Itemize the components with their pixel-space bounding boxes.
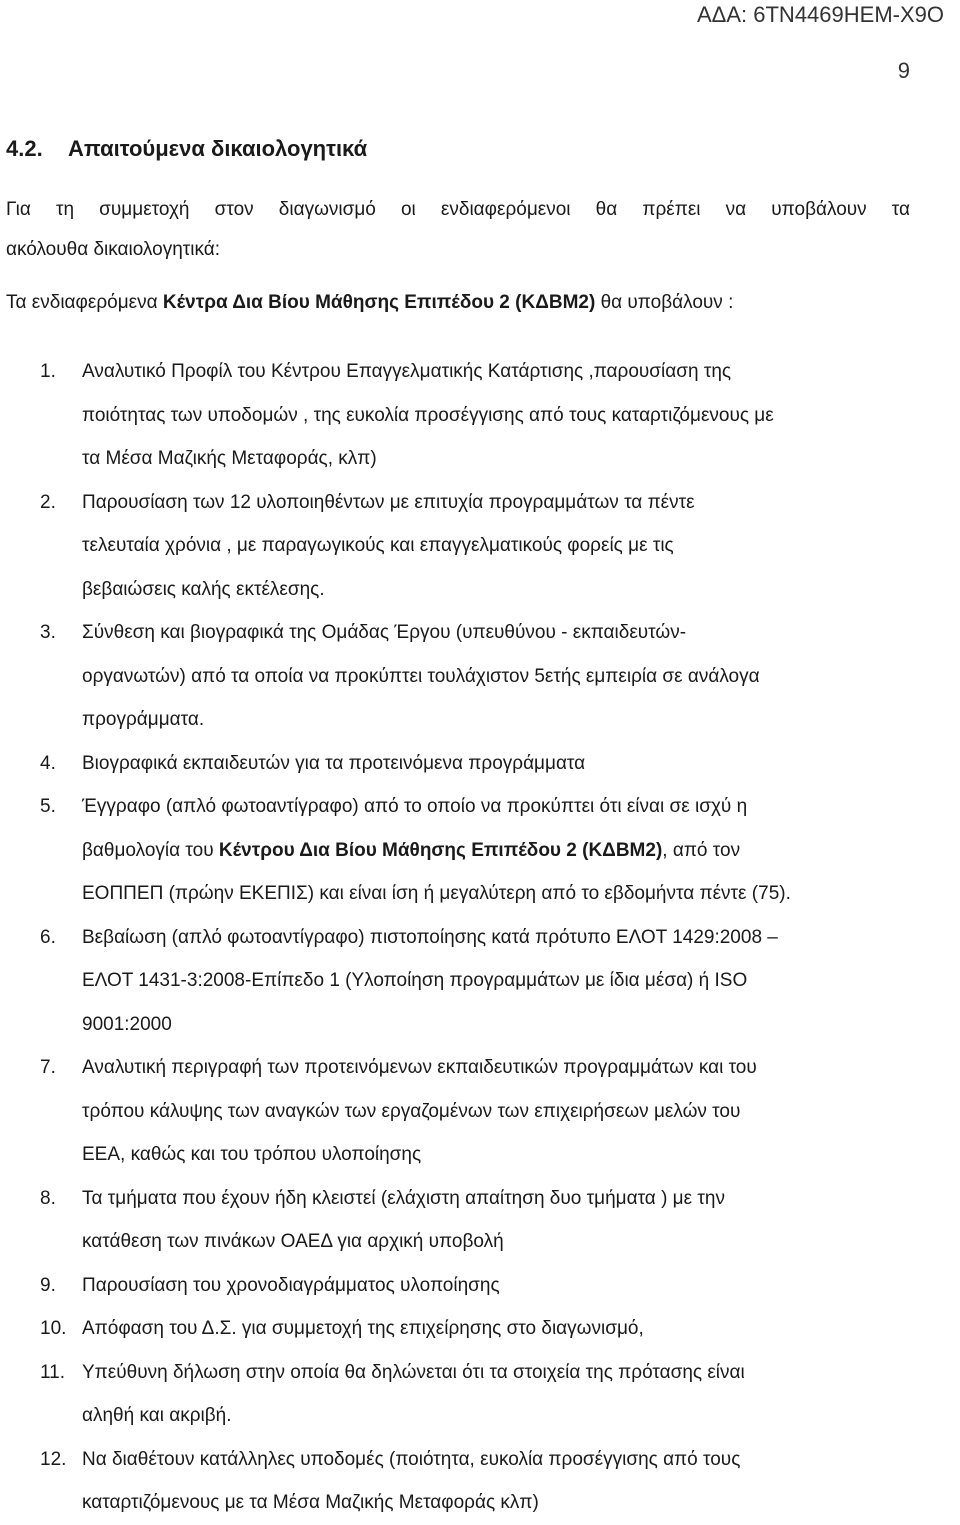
list-item [0, 742, 960, 786]
item-text [82, 1351, 912, 1438]
item-line: Βεβαίωση (απλό φωτοαντίγραφο) πιστοποίησης κατά πρότυπο ΕΛΟΤ 1429:2008 – [82, 926, 778, 948]
item-line: τα Μέσα Μαζικής Μεταφοράς, κλπ) [82, 448, 377, 469]
list-item [0, 1351, 960, 1438]
item-line: Έγγραφο (απλό φωτοαντίγραφο) από το οποίο να προκύπτει ότι είναι σε ισχύ η [82, 796, 748, 817]
item-number: 5. [40, 796, 56, 817]
intro-line-2: ακόλουθα δικαιολογητικά: [6, 239, 221, 260]
item-number: 6. [40, 926, 56, 948]
item-text [82, 481, 912, 612]
list-item [0, 1264, 960, 1308]
item-text [82, 1046, 912, 1177]
item-line-prefix: βαθμολογία του [82, 839, 219, 861]
list-item [0, 481, 960, 612]
centers-suffix: θα υποβάλουν : [595, 292, 734, 313]
item-line: Αναλυτική περιγραφή των προτεινόμενων εκπαιδευτικών προγραμμάτων και του [82, 1057, 757, 1078]
item-line: Βιογραφικά εκπαιδευτών για τα προτεινόμενα προγράμματα [82, 752, 586, 774]
list-item [0, 1438, 960, 1525]
item-line: Να διαθέτουν κατάλληλες υποδομές (ποιότητα, ευκολία προσέγγισης από τους [82, 1448, 741, 1470]
item-number: 2. [40, 491, 56, 513]
item-line-suffix: , από τον [662, 839, 741, 861]
item-text [82, 1177, 912, 1264]
item-line: ΕΛΟΤ 1431-3:2008-Επίπεδο 1 (Υλοποίηση προγραμμάτων με ίδια μέσα) ή ISO [82, 970, 748, 991]
centers-bold: Κέντρα Δια Βίου Μάθησης Επιπέδου 2 (ΚΔΒΜ2) [162, 292, 596, 313]
list-item [0, 1307, 960, 1351]
item-line: αληθή και ακριβή. [82, 1405, 232, 1426]
item-line [82, 829, 912, 873]
centers-line [6, 292, 733, 314]
item-text [82, 916, 912, 1047]
item-line: τελευταία χρόνια , με παραγωγικούς και επαγγελματικούς φορείς με τις [82, 535, 674, 556]
list-item [0, 350, 960, 481]
item-line: οργανωτών) από τα οποία να προκύπτει τουλάχιστον 5ετής εμπειρία σε ανάλογα [82, 665, 760, 687]
item-number: 4. [40, 752, 56, 774]
item-number: 1. [40, 361, 56, 382]
section-number: 4.2. [6, 136, 43, 161]
item-line: κατάθεση των πινάκων ΟΑΕΔ για αρχική υποβολή [82, 1231, 504, 1252]
list-item [0, 611, 960, 742]
item-number: 12. [40, 1448, 67, 1470]
item-line: ΕΟΠΠΕΠ (πρώην ΕΚΕΠΙΣ) και είναι ίση ή μεγαλύτερη από το εβδομήντα πέντε (75). [82, 883, 791, 904]
item-line: Τα τμήματα που έχουν ήδη κλειστεί (ελάχιστη απαίτηση δυο τμήματα ) με την [82, 1187, 725, 1209]
section-title: Απαιτούμενα δικαιολογητικά [68, 136, 368, 161]
intro-line-1: Για τη συμμετοχή στον διαγωνισμό οι ενδιαφερόμενοι θα πρέπει να υποβάλουν τα [6, 199, 910, 220]
item-number: 9. [40, 1274, 56, 1296]
list-item [0, 785, 960, 916]
item-line: Υπεύθυνη δήλωση στην οποία θα δηλώνεται ότι τα στοιχεία της πρότασης είναι [82, 1361, 745, 1383]
section-heading [6, 136, 367, 162]
item-line: Σύνθεση και βιογραφικά της Ομάδας Έργου (υπευθύνου - εκπαιδευτών- [82, 622, 687, 643]
page-number: 9 [897, 58, 910, 83]
item-line: Παρουσίαση των 12 υλοποιηθέντων με επιτυχία προγραμμάτων τα πέντε [82, 491, 695, 513]
item-line: Αναλυτικό Προφίλ του Κέντρου Επαγγελματικής Κατάρτισης ,παρουσίαση της [82, 361, 732, 382]
centers-prefix: Τα ενδιαφερόμενα [6, 292, 163, 313]
item-line: 9001:2000 [82, 1013, 172, 1035]
item-line-bold: Κέντρου Δια Βίου Μάθησης Επιπέδου 2 (ΚΔΒΜ2) [218, 839, 663, 861]
intro-paragraph [6, 190, 910, 270]
item-text [82, 1438, 912, 1525]
item-text [82, 350, 912, 481]
item-line: ΕΕΑ, καθώς και του τρόπου υλοποίησης [82, 1144, 422, 1165]
item-text [82, 785, 912, 916]
item-number: 3. [40, 622, 56, 643]
requirements-list [0, 350, 960, 1525]
item-number: 10. [40, 1318, 67, 1339]
item-text [82, 1307, 912, 1351]
item-line: ποιότητας των υποδομών , της ευκολία προσέγγισης από τους καταρτιζόμενους με [82, 404, 774, 426]
item-text [82, 742, 912, 786]
item-number: 11. [40, 1361, 66, 1383]
ada-code: ΑΔΑ: 6ΤΝ4469ΗΕΜ-Χ9Ο [696, 2, 944, 27]
item-line: προγράμματα. [82, 709, 205, 730]
list-item [0, 1177, 960, 1264]
item-number: 8. [40, 1187, 56, 1209]
list-item [0, 916, 960, 1047]
item-number: 7. [40, 1057, 56, 1078]
item-text [82, 1264, 912, 1308]
item-line: τρόπου κάλυψης των αναγκών των εργαζομένων των επιχειρήσεων μελών του [82, 1100, 741, 1122]
item-line: Απόφαση του Δ.Σ. για συμμετοχή της επιχείρησης στο διαγωνισμό, [82, 1318, 644, 1339]
item-line: Παρουσίαση του χρονοδιαγράμματος υλοποίησης [82, 1274, 500, 1296]
list-item [0, 1046, 960, 1177]
item-text [82, 611, 912, 742]
item-line: καταρτιζόμενους με τα Μέσα Μαζικής Μεταφοράς κλπ) [82, 1492, 539, 1513]
item-line: βεβαιώσεις καλής εκτέλεσης. [82, 578, 325, 600]
